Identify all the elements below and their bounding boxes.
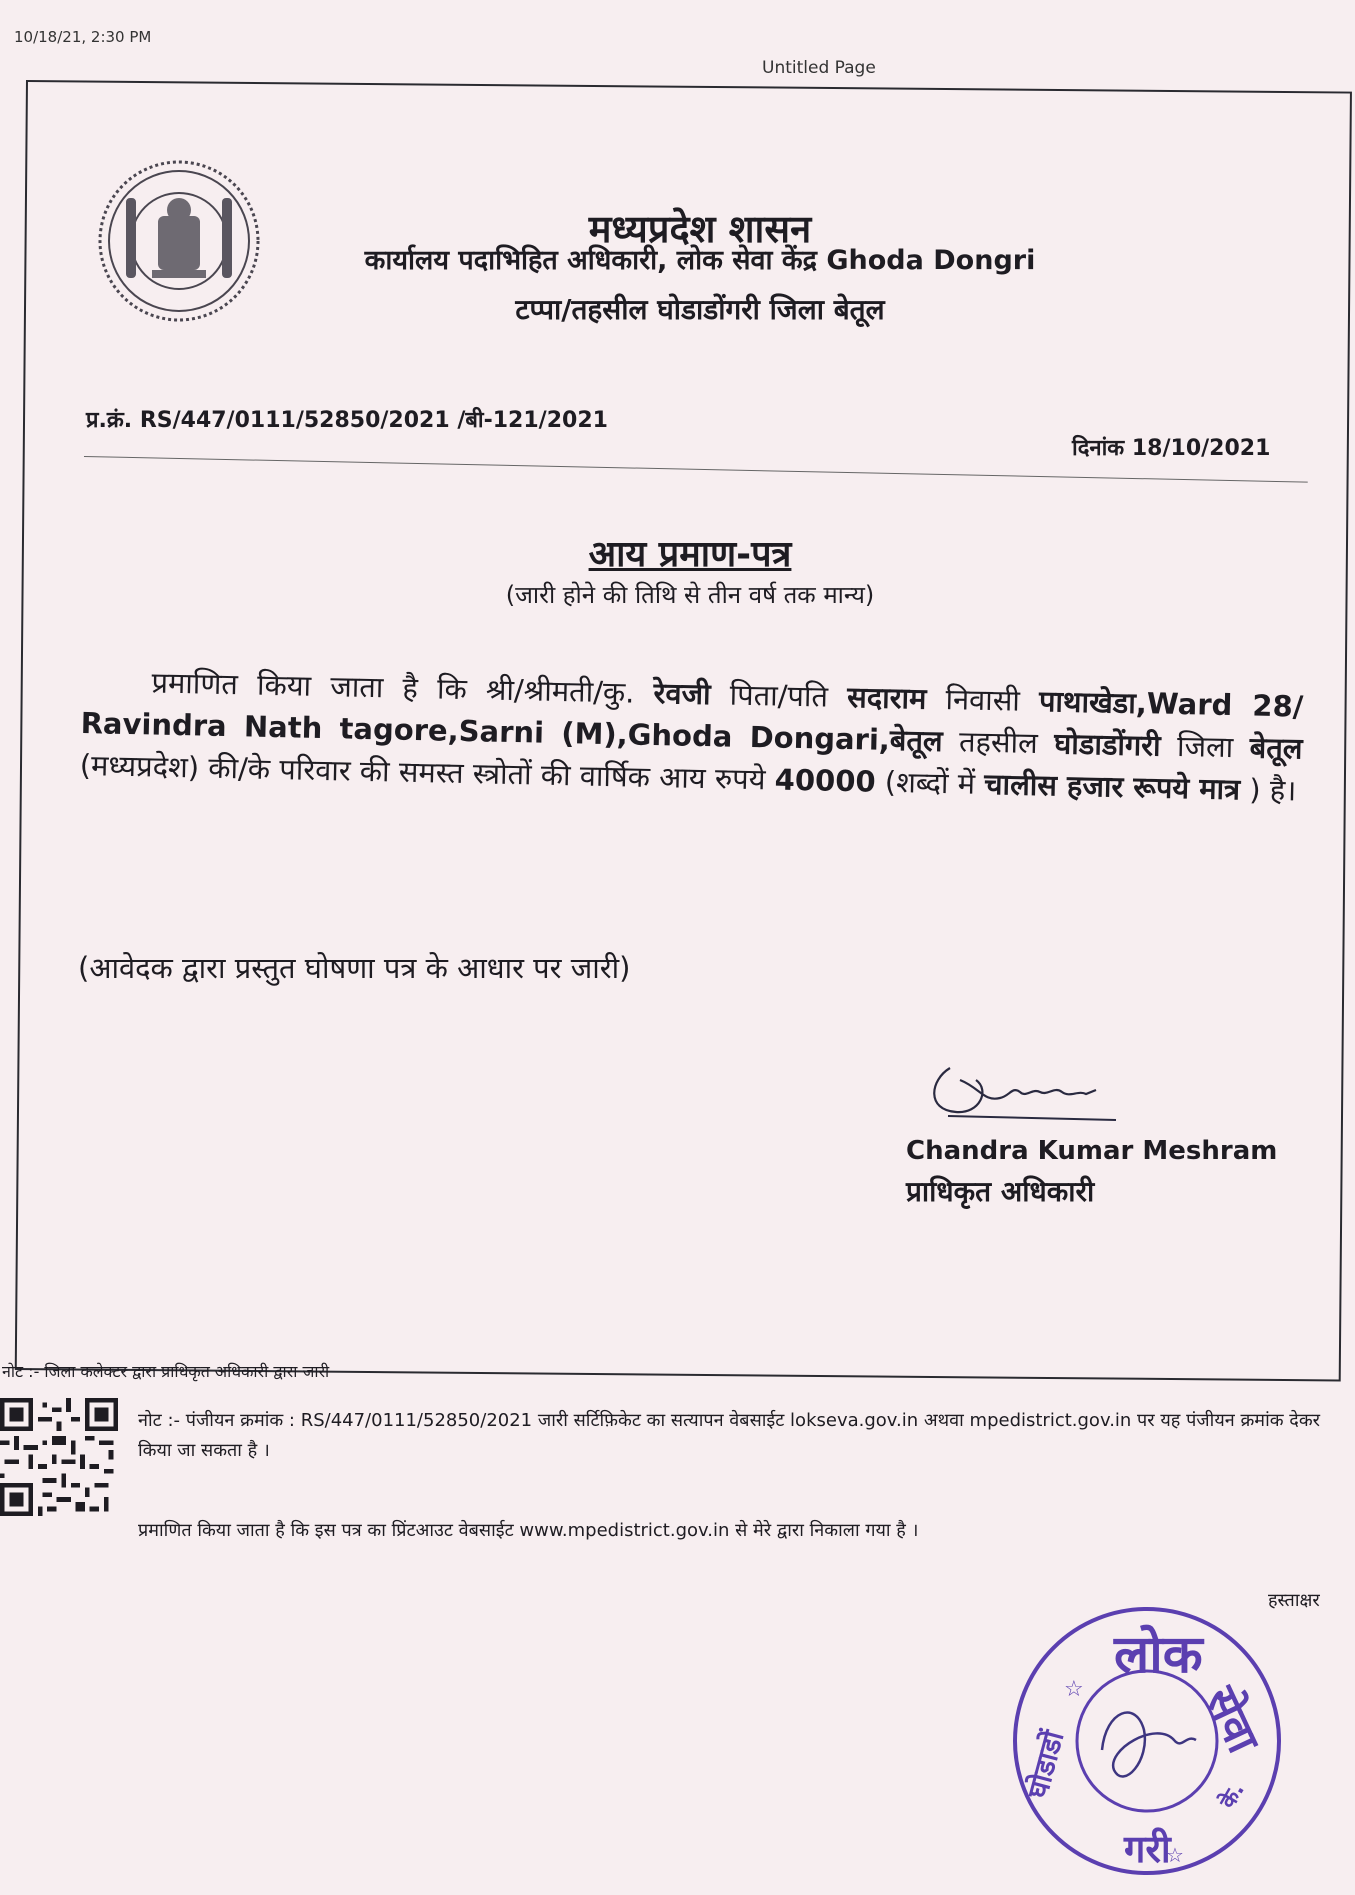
body-text-4: तहसील [958, 724, 1039, 761]
officer-signature [920, 1050, 1120, 1130]
body-text-1: प्रमाणित किया जाता है कि श्री/श्रीमती/कु. [151, 665, 635, 710]
stamp-text-left: घोडाडों [1020, 1727, 1071, 1802]
date-value: 18/10/2021 [1131, 436, 1271, 461]
stamp-star-icon: ☆ [1166, 1843, 1184, 1867]
reference-value: RS/447/0111/52850/2021 /बी-121/2021 [139, 408, 608, 433]
lok-seva-stamp [1006, 1600, 1288, 1882]
stamp-star-icon: ☆ [1064, 1677, 1084, 1702]
government-heading: मध्यप्रदेश शासन [588, 207, 812, 251]
issue-date [1072, 432, 1270, 462]
stamp-text-top: लोक [1114, 1625, 1203, 1685]
income-amount-words: चालीस हजार रूपये मात्र [983, 766, 1241, 807]
stamp-text-bottom: गरी [1124, 1827, 1171, 1871]
officer-designation: प्राधिकृत अधिकारी [906, 1175, 1095, 1208]
date-label: दिनांक [1072, 436, 1125, 461]
browser-page-title: Untitled Page [762, 58, 876, 78]
income-amount: 40000 [774, 762, 876, 799]
stamp-text-right: सेवा [1194, 1679, 1269, 1761]
body-text-7: (शब्दों में [884, 764, 976, 801]
body-text-8: ) है। [1249, 772, 1297, 808]
reference-number [86, 404, 608, 434]
stamp-text-right-small: के. [1215, 1778, 1250, 1813]
body-text-2: पिता/पति [729, 677, 829, 714]
district-name: बेतूल [1249, 730, 1303, 766]
location-heading: टप्पा/तहसील घोडाडोंगरी जिला बेतूल [515, 293, 885, 326]
body-text-3: निवासी [945, 682, 1021, 718]
body-text-5: जिला [1176, 728, 1234, 765]
officer-name: Chandra Kumar Meshram [906, 1136, 1278, 1166]
tehsil-name: घोडाडोंगरी [1053, 726, 1161, 763]
qr-code-icon [0, 1398, 118, 1516]
certificate-title: आय प्रमाण-पत्र [588, 534, 792, 575]
print-timestamp: 10/18/21, 2:30 PM [14, 28, 152, 46]
reference-label: प्र.क्रं. [86, 408, 133, 433]
printout-note: प्रमाणित किया जाता है कि इस पत्र का प्रिंटआउट वेबसाईट www.mpedistrict.gov.in से मेरे द्वारा निकाला गया है । [138, 1520, 919, 1541]
father-name: सदाराम [846, 680, 927, 716]
mp-govt-emblem-icon [96, 158, 262, 324]
body-text-6: (मध्यप्रदेश) की/के परिवार की समस्त स्त्रोतों की वार्षिक आय रुपये [79, 747, 766, 797]
declaration-note: (आवेदक द्वारा प्रस्तुत घोषणा पत्र के आधार पर जारी) [78, 951, 631, 985]
applicant-address: पाथाखेडा,Ward 28/ Ravindra Nath tagore,Sarni (M),Ghoda Dongari,बेतूल [80, 684, 1304, 759]
signature-label: हस्ताक्षर [1268, 1590, 1320, 1611]
applicant-name: रेवजी [653, 675, 711, 712]
collector-note: नोट :- जिला कलेक्टर द्वारा प्राधिकृत अधिकारी द्वारा जारी [2, 1362, 330, 1381]
verification-note: नोट :- पंजीयन क्रमांक : RS/447/0111/52850/2021 जारी सर्टिफ़िकेट का सत्यापन वेबसाईट lokseva.gov.in अथवा mpedistrict.gov.in पर यह पंजीयन क्रमांक देकर किया जा सकता है । [138, 1410, 1321, 1461]
certificate-validity: (जारी होने की तिथि से तीन वर्ष तक मान्य) [505, 581, 875, 609]
office-heading: कार्यालय पदाभिहित अधिकारी, लोक सेवा केंद्र Ghoda Dongri [364, 245, 1036, 276]
certificate-body [79, 660, 1303, 812]
